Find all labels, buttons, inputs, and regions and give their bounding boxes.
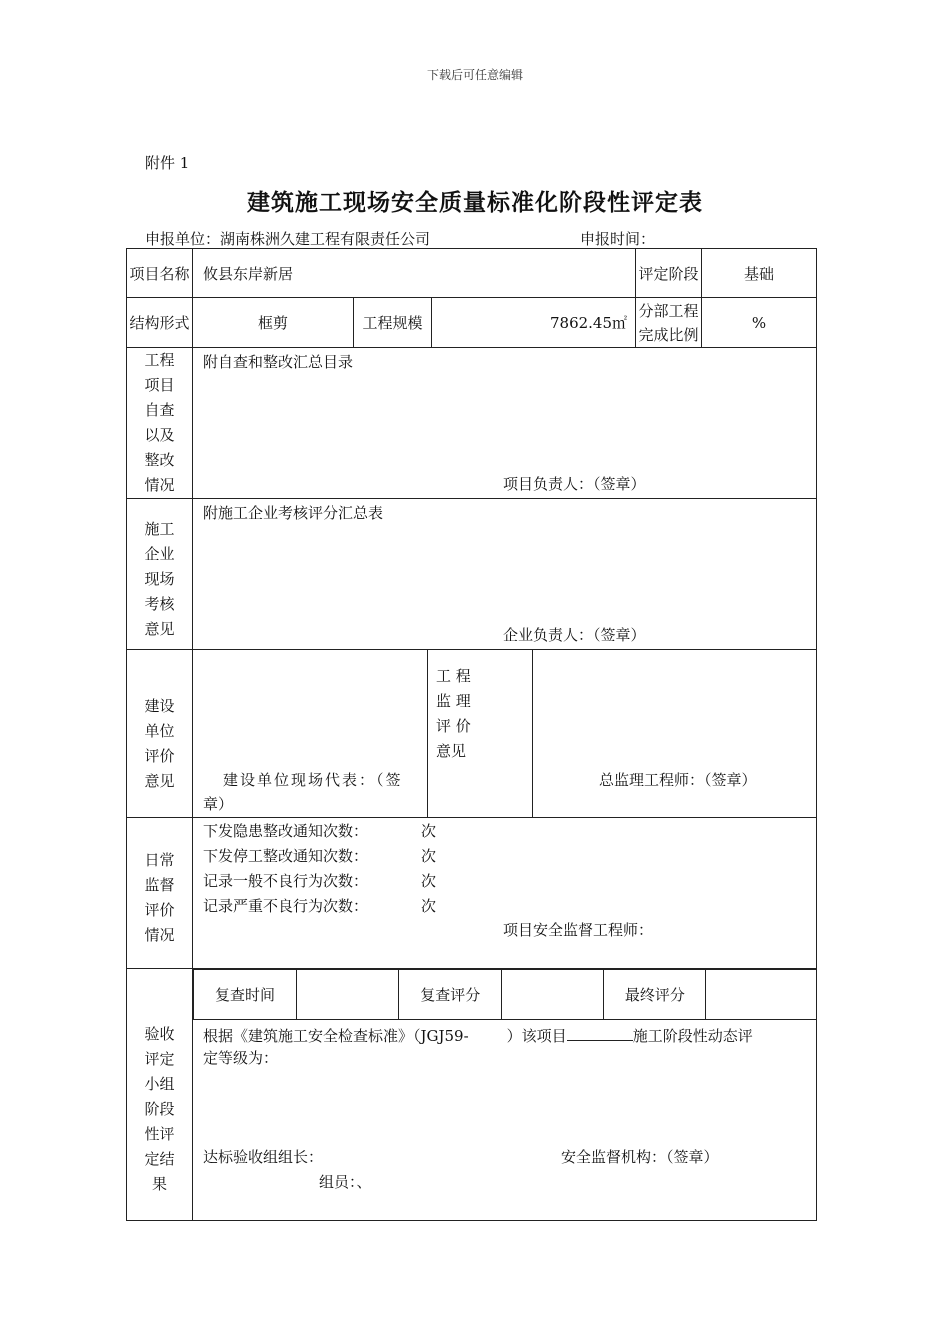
scale-label: 工程规模 [354, 298, 432, 348]
attachment-label: 附件 1 [145, 154, 190, 172]
daily-supervision-row [127, 818, 817, 969]
daily-items [203, 819, 436, 919]
enterprise-manager-sign: 企业负责人：（签章） [503, 626, 646, 644]
construction-label: 建设 单位 评价 意见 [127, 650, 193, 818]
grade-label: 定等级为： [203, 1049, 279, 1067]
evaluation-form-table [126, 248, 817, 1221]
acceptance-row [127, 969, 817, 1221]
form-title: 建筑施工现场安全质量标准化阶段性评定表 [247, 189, 703, 216]
enterprise-row [127, 499, 817, 650]
project-name-row [127, 249, 817, 298]
self-check-content: 附自查和整改汇总目录 [203, 353, 354, 371]
final-score-label: 最终评分 [604, 970, 706, 1020]
safety-agency-sign: 安全监督机构：（签章） [561, 1148, 719, 1166]
applicant-unit: 申报单位：湖南株洲久建工程有限责任公司 [145, 230, 431, 248]
safety-engineer-sign: 项目安全监督工程师： [503, 921, 654, 939]
completion-ratio-value: % [702, 298, 817, 348]
recheck-score-value [502, 970, 604, 1020]
list-item: 下发停工整改通知次数： 次 [203, 847, 437, 865]
basis-text: 根据《建筑施工安全检查标准》（JGJ59- ）该项目 施工阶段性动态评 [203, 1024, 753, 1046]
recheck-table [193, 969, 816, 1020]
recheck-time-value [297, 970, 399, 1020]
list-item: 下发隐患整改通知次数： 次 [203, 822, 437, 840]
supervision-label: 工 程 监 理 评 价 意见 [428, 650, 533, 818]
group-members-label: 组员：、 [319, 1173, 372, 1191]
stage-label: 评定阶段 [636, 249, 702, 298]
recheck-time-label: 复查时间 [194, 970, 297, 1020]
construction-row [127, 650, 817, 818]
apply-date-label: 申报时间： [580, 230, 656, 248]
enterprise-label: 施工 企业 现场 考核 意见 [127, 499, 193, 650]
self-check-row [127, 348, 817, 499]
enterprise-content: 附施工企业考核评分汇总表 [203, 504, 384, 522]
list-item: 记录严重不良行为次数： 次 [203, 897, 437, 915]
completion-ratio-label: 分部工程 完成比例 [636, 298, 702, 348]
self-check-label: 工程 项目 自查 以及 整改 情况 [127, 348, 193, 499]
scale-value: 7862.45㎡ [432, 298, 636, 348]
construction-rep-sign: 建设单位现场代表：（签 [223, 771, 403, 789]
structure-row [127, 298, 817, 348]
grade-blank [567, 1024, 633, 1041]
group-leader-label: 达标验收组组长： [203, 1148, 324, 1166]
structure-label: 结构形式 [127, 298, 193, 348]
stage-value: 基础 [702, 249, 817, 298]
final-score-value [706, 970, 816, 1020]
structure-value: 框剪 [193, 298, 354, 348]
project-name-label: 项目名称 [127, 249, 193, 298]
daily-supervision-label: 日常 监督 评价 情况 [127, 818, 193, 969]
acceptance-label: 验收 评定 小组 阶段 性评 定结 果 [127, 969, 193, 1221]
project-manager-sign: 项目负责人：（签章） [503, 475, 646, 493]
chief-supervisor-sign: 总监理工程师：（签章） [599, 771, 757, 789]
recheck-score-label: 复查评分 [399, 970, 502, 1020]
header-note: 下载后可任意编辑 [426, 68, 523, 82]
project-name-value: 攸县东岸新居 [193, 249, 636, 298]
list-item: 记录一般不良行为次数： 次 [203, 872, 437, 890]
construction-rep-sign-cont: 章） [203, 795, 234, 813]
